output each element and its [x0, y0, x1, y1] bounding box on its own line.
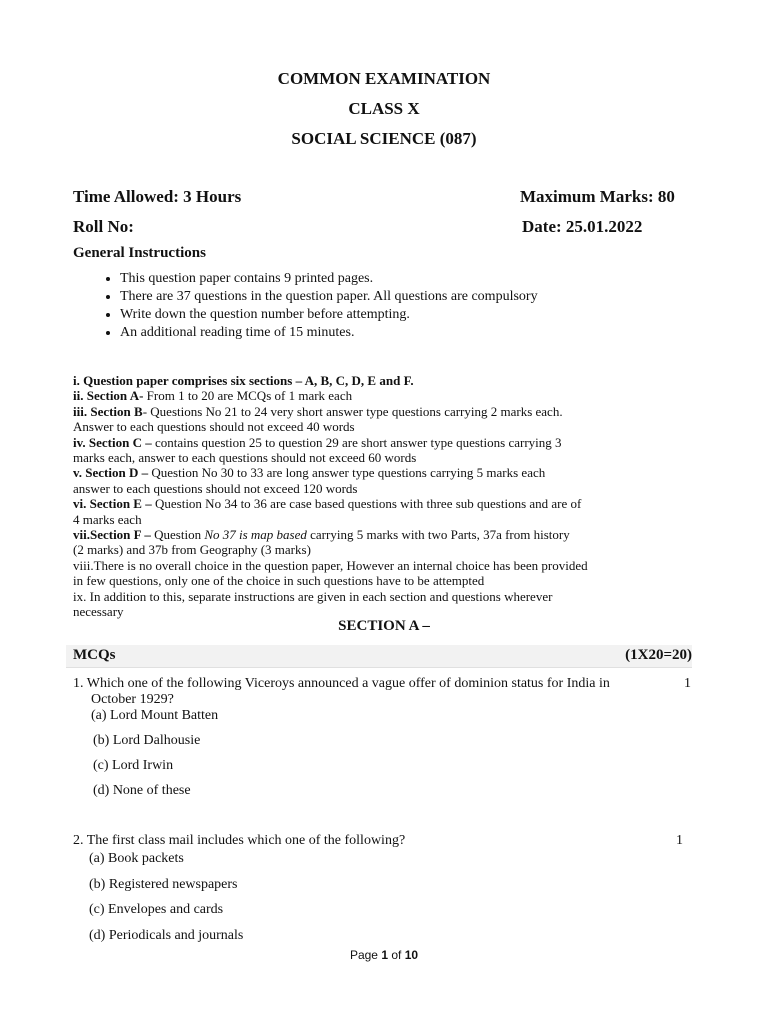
option-a: (a) Book packets — [89, 851, 184, 866]
instruction-text: answer to each questions should not exceed 120 words — [73, 480, 358, 496]
instruction-text: Question — [150, 527, 205, 543]
section-title: SECTION A – — [338, 618, 430, 634]
class-label: CLASS X — [348, 99, 420, 118]
mcq-label: MCQs — [73, 647, 116, 663]
instruction-text: 4 marks each — [73, 511, 142, 527]
instruction-label: vii.Section F – — [73, 527, 151, 543]
option-c: (c) Lord Irwin — [93, 758, 174, 773]
instruction-text: - Questions No 21 to 24 very short answer type questions carrying 2 marks each. — [142, 403, 563, 419]
option-c: (c) Envelopes and cards — [89, 902, 224, 917]
instruction-text: From 1 to 20 are MCQs of 1 mark each — [143, 388, 353, 404]
list-item: • This question paper contains 9 printed pages. — [120, 270, 538, 288]
list-item: • Write down the question number before attempting. — [120, 306, 538, 324]
instruction-text: contains question 25 to question 29 are short answer type questions carrying 3 — [151, 434, 562, 450]
instruction-label: iii. Section B — [73, 403, 143, 419]
question-2-marks: 1 — [676, 833, 683, 848]
instruction-i: i. Question paper comprises six sections – A, B, C, D, E and F. — [73, 373, 414, 388]
question-2-text: 2. The first class mail includes which one of the following? — [73, 833, 406, 848]
page-word: Page — [349, 948, 382, 962]
current-page: 1 — [381, 948, 388, 962]
mcq-header-bar — [66, 645, 692, 668]
exam-date: Date: 25.01.2022 — [522, 217, 643, 236]
general-instructions-heading: General Instructions — [73, 245, 206, 261]
page-footer — [0, 948, 768, 962]
instruction-text: Question No 34 to 36 are case based questions with three sub questions and are of — [151, 496, 582, 512]
option-b: (b) Lord Dalhousie — [93, 733, 201, 748]
total-pages: 10 — [404, 948, 419, 962]
mcq-marks: (1X20=20) — [625, 647, 692, 663]
list-item: • There are 37 questions in the question paper. All questions are compulsory — [120, 288, 538, 306]
instruction-text: Answer to each questions should not exceed 40 words — [73, 419, 355, 435]
option-d: (d) None of these — [93, 783, 191, 798]
option-b: (b) Registered newspapers — [89, 877, 238, 892]
instruction-text: marks each, answer to each questions should not exceed 60 words — [73, 450, 417, 466]
instruction-label: vi. Section E – — [73, 496, 152, 512]
question-1-text: 1. Which one of the following Viceroys announced a vague offer of dominion status for India in — [73, 676, 610, 691]
subject-label: SOCIAL SCIENCE (087) — [291, 129, 477, 148]
instruction-text: Question No 30 to 33 are long answer type questions carrying 5 marks each — [148, 465, 546, 481]
option-a: (a) Lord Mount Batten — [91, 708, 219, 723]
general-instructions-list — [74, 270, 538, 342]
question-1-marks: 1 — [684, 676, 691, 691]
instruction-label: ii. Section A- — [73, 388, 144, 404]
instruction-label: iv. Section C – — [73, 434, 152, 450]
detailed-instructions — [73, 373, 663, 620]
instruction-text: in few questions, only one of the choice in such questions have to be attempted — [73, 573, 485, 589]
instruction-label: v. Section D – — [73, 465, 149, 481]
instruction-text: necessary — [73, 604, 124, 620]
instruction-text: viii.There is no overall choice in the question paper, However an internal choice has been provided — [73, 557, 588, 573]
question-1-text-cont: October 1929? — [91, 692, 174, 707]
option-d: (d) Periodicals and journals — [89, 928, 244, 943]
roll-number: Roll No: — [73, 217, 134, 236]
instruction-italic: No 37 is map based — [204, 527, 307, 543]
maximum-marks: Maximum Marks: 80 — [520, 187, 675, 206]
instruction-text: ix. In addition to this, separate instructions are given in each section and questions wherever — [73, 588, 553, 604]
exam-title: COMMON EXAMINATION — [277, 69, 491, 88]
time-allowed: Time Allowed: 3 Hours — [73, 187, 242, 206]
instruction-text: carrying 5 marks with two Parts, 37a from history — [306, 527, 570, 543]
of-word: of — [388, 948, 405, 962]
list-item: • An additional reading time of 15 minutes. — [120, 324, 538, 342]
instruction-text: (2 marks) and 37b from Geography (3 marks) — [73, 542, 311, 558]
